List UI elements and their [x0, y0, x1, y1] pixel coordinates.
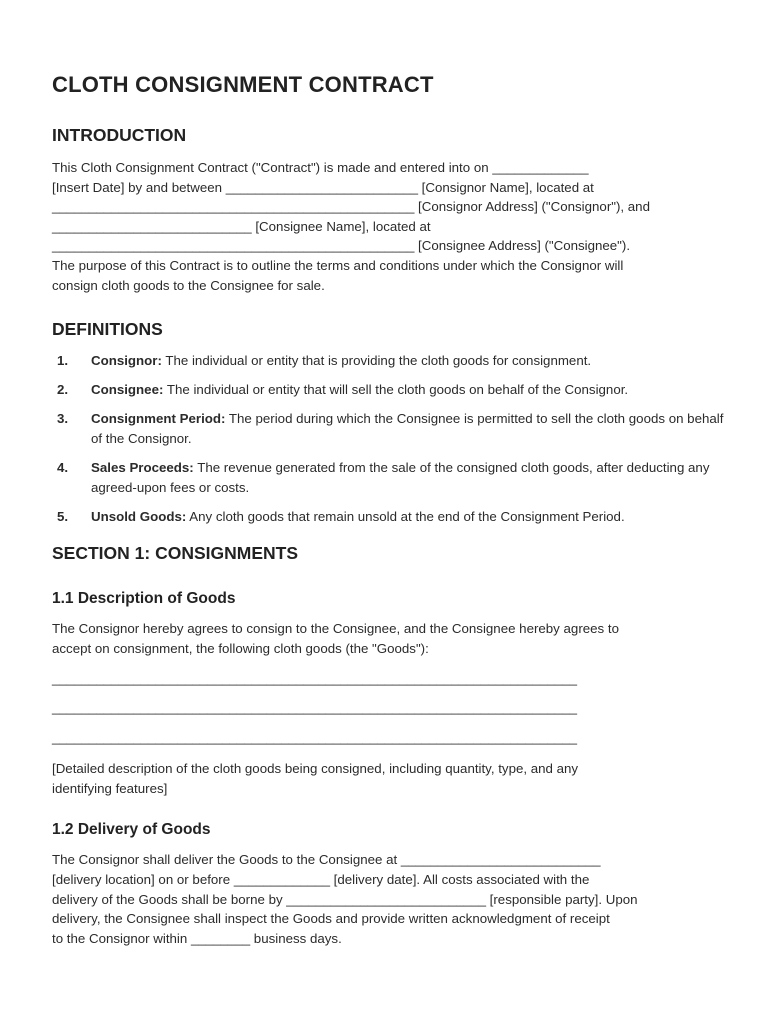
text-line: to the Consignor within ________ business days.	[52, 930, 342, 946]
text-line: This Cloth Consignment Contract ("Contract") is made and entered into on _____________	[52, 160, 589, 175]
text-line: identifying features]	[52, 780, 168, 796]
definition-item	[52, 351, 724, 371]
text-line: The Consignor shall deliver the Goods to the Consignee at ___________________________	[52, 852, 601, 868]
definition-term: Sales Proceeds:	[91, 460, 194, 476]
list-number: 5.	[57, 508, 69, 524]
text-line: [Detailed description of the cloth goods being consigned, including quantity, type, and any	[52, 761, 579, 777]
text-line: ___________________________ [Consignee Name], located at	[52, 218, 431, 234]
goods-paragraph	[52, 619, 724, 658]
section-1-heading: SECTION 1: CONSIGNMENTS	[52, 543, 298, 564]
definitions-heading: DEFINITIONS	[52, 319, 163, 340]
definition-term: Consignee:	[91, 382, 164, 398]
text-line: The purpose of this Contract is to outline the terms and conditions under which the Consignor will	[52, 257, 624, 273]
blank-line: _______________________________________________________________________	[52, 700, 578, 716]
definition-term: Consignor:	[91, 353, 162, 369]
blank-line: _______________________________________________________________________	[52, 729, 578, 745]
definition-item	[52, 458, 724, 497]
definition-item	[52, 409, 724, 448]
blank-line: _______________________________________________________________________	[52, 670, 578, 686]
definition-term: Unsold Goods:	[91, 508, 187, 524]
introduction-paragraph	[52, 158, 724, 295]
text-line: delivery, the Consignee shall inspect the Goods and provide written acknowledgment of receipt	[52, 911, 610, 927]
definition-item	[52, 507, 724, 527]
text-line: delivery of the Goods shall be borne by ___________________________ [responsible party]. Upon	[52, 891, 638, 907]
definition-text: The period during which the Consignee is permitted to sell the cloth goods on behalf of the Consignor.	[91, 411, 724, 446]
text-line: The Consignor hereby agrees to consign to the Consignee, and the Consignee hereby agrees to	[52, 621, 619, 637]
definition-text: The revenue generated from the sale of the consigned cloth goods, after deducting any agreed-upon fees or costs.	[91, 460, 710, 495]
goods-description-note	[52, 759, 724, 798]
text-line: [delivery location] on or before _____________ [delivery date]. All costs associated with the	[52, 872, 590, 888]
definition-item	[52, 380, 724, 400]
document-body	[52, 70, 724, 948]
text-line: consign cloth goods to the Consignee for sale.	[52, 277, 325, 293]
introduction-heading: INTRODUCTION	[52, 125, 187, 145]
document-title: CLOTH CONSIGNMENT CONTRACT	[52, 72, 434, 97]
definitions-list	[52, 351, 724, 526]
definition-term: Consignment Period:	[91, 411, 226, 427]
list-number: 4.	[57, 460, 69, 476]
text-line: _________________________________________________ [Consignee Address] ("Consignee").	[52, 238, 631, 254]
subsection-1-1-heading: 1.1 Description of Goods	[52, 590, 236, 608]
definition-text: The individual or entity that will sell the cloth goods on behalf of the Consignor.	[163, 382, 629, 398]
definition-text: Any cloth goods that remain unsold at the end of the Consignment Period.	[186, 508, 625, 524]
text-line: accept on consignment, the following cloth goods (the "Goods"):	[52, 640, 429, 656]
delivery-paragraph	[52, 850, 724, 948]
subsection-1-2-heading: 1.2 Delivery of Goods	[52, 821, 211, 839]
definition-text: The individual or entity that is providing the cloth goods for consignment.	[161, 353, 592, 369]
text-line: [Insert Date] by and between __________________________ [Consignor Name], located at	[52, 179, 594, 195]
list-number: 1.	[57, 353, 69, 369]
list-number: 3.	[57, 411, 69, 427]
list-number: 2.	[57, 382, 69, 398]
text-line: _________________________________________________ [Consignor Address] ("Consignor"), and	[52, 199, 650, 215]
